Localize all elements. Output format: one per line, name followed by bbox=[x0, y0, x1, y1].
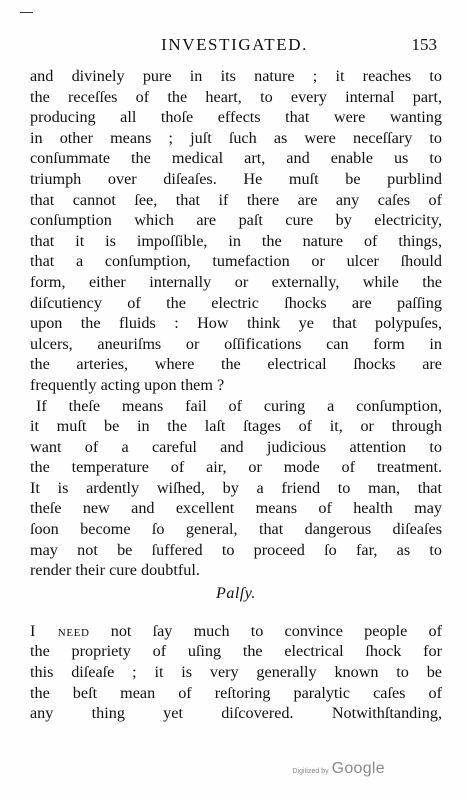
opening-line-rest: not ſay much to convince people of bbox=[89, 621, 443, 640]
text-line: the temperature of air, or mode of treatment. bbox=[30, 458, 442, 477]
text-line: diſcutiency of the electric ſhocks are paſſing bbox=[30, 293, 442, 312]
paragraph bbox=[30, 396, 442, 581]
text-line: any thing yet diſcovered. Notwithſtanding, bbox=[30, 704, 442, 723]
text-line: conſumption which are paſt cure by electricity, bbox=[30, 211, 442, 230]
text-line: ſoon become ſo general, that dangerous diſeaſes bbox=[30, 520, 442, 539]
paragraph bbox=[30, 66, 442, 396]
text-line: render their cure doubtful. bbox=[30, 561, 200, 580]
text-line: producing all thoſe effects that were wanting bbox=[30, 108, 442, 127]
text-line: it muſt be in the laſt ſtages of it, or through bbox=[30, 417, 442, 436]
text-line: frequently acting upon them ? bbox=[30, 375, 225, 394]
text-line: that it is impoſſible, in the nature of things, bbox=[30, 231, 442, 250]
digitized-by-label: Digitized by bbox=[292, 768, 329, 775]
body-text bbox=[30, 66, 442, 724]
section-heading-block bbox=[30, 581, 442, 621]
section-heading: Palſy. bbox=[216, 584, 256, 602]
page-header bbox=[30, 33, 439, 57]
text-line: that cannot ſee, that if there are any caſes of bbox=[30, 190, 442, 209]
text-line: want of a careful and judicious attention to bbox=[30, 437, 442, 456]
text-line: and divinely pure in its nature ; it reaches to bbox=[30, 67, 442, 85]
google-logo: Google bbox=[331, 760, 385, 777]
text-line: It is ardently wiſhed, by a friend to man, that bbox=[30, 478, 442, 497]
digitized-watermark bbox=[292, 760, 385, 778]
text-line: the propriety of uſing the electrical ſhock for bbox=[30, 642, 442, 661]
page-number: 153 bbox=[411, 35, 437, 54]
corner-mark bbox=[20, 12, 33, 13]
text-line: the receſſes of the heart, to every internal part, bbox=[30, 87, 442, 106]
text-line: triumph over diſeaſes. He muſt be purblind bbox=[30, 169, 442, 188]
text-line: may not be ſuffered to proceed ſo far, as to bbox=[30, 540, 442, 559]
text-line: form, either internally or externally, while the bbox=[30, 272, 442, 291]
text-line bbox=[30, 621, 442, 642]
text-line: theſe new and excellent means of health may bbox=[30, 499, 442, 518]
paragraph bbox=[30, 621, 442, 724]
text-line: conſummate the medical art, and enable us to bbox=[30, 149, 442, 168]
text-line: the beſt mean of reſtoring paralytic caſes of bbox=[30, 683, 442, 702]
text-line: in other means ; juſt ſuch as were neceſſary to bbox=[30, 128, 442, 147]
text-line: that a conſumption, tumefaction or ulcer ſhould bbox=[30, 252, 442, 271]
running-head: INVESTIGATED. bbox=[161, 35, 308, 54]
opening-word: I need bbox=[30, 621, 90, 640]
text-line: this diſeaſe ; it is very generally known to be bbox=[30, 663, 442, 682]
text-line: the arteries, where the electrical ſhocks are bbox=[30, 355, 442, 374]
text-line: upon the fluids : How think ye that polypuſes, bbox=[30, 314, 442, 333]
text-line: If theſe means fail of curing a conſumption, bbox=[36, 396, 442, 415]
text-line: ulcers, aneuriſms or oſſifications can form in bbox=[30, 334, 442, 353]
